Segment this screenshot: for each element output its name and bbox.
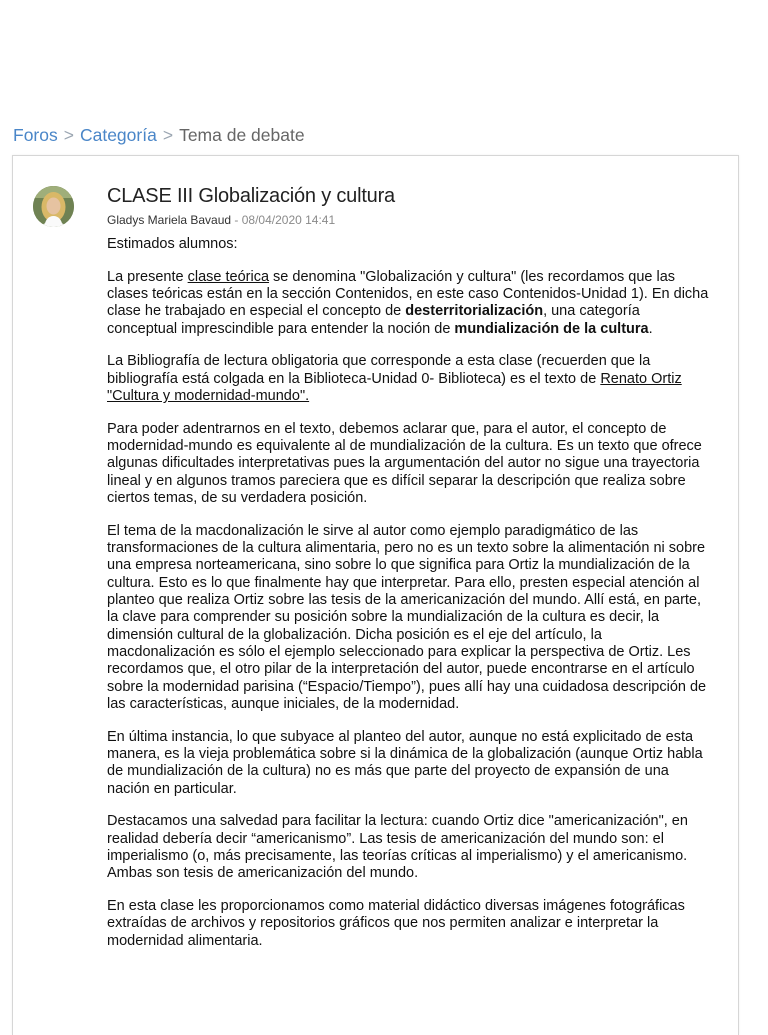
avatar-photo-icon — [33, 186, 74, 227]
text-span: , una categoría conceptual imprescindible para entender la noción de — [107, 303, 640, 337]
post-content — [107, 183, 712, 965]
post-paragraph: En última instancia, lo que subyace al planteo del autor, aunque no está explicitado de esta manera, es la vieja problemática sobre si la dinámica de la globalización (aunque Ortiz habla de mundialización de la cultura) no es más que parte del proyecto de expansión de una nación en particular. — [107, 728, 703, 797]
breadcrumb — [13, 124, 305, 146]
post-body — [107, 236, 712, 950]
text-span: La Bibliografía de lectura obligatoria que corresponde a esta clase (recuerden que la bibliografía está colgada en la Biblioteca-Unidad 0- Biblioteca) es el texto de — [107, 353, 651, 387]
post-paragraph: Destacamos una salvedad para facilitar la lectura: cuando Ortiz dice "americanización", en realidad debería decir “americanismo”. Las tesis de americanización del mundo son: el imperialismo (o, más precisamente, las teorías críticas al imperialismo) y el americanismo. Ambas son tesis de americanización del mundo. — [107, 813, 688, 882]
renato-ortiz-link[interactable]: Renato Ortiz "Cultura y modernidad-mundo". — [107, 370, 682, 405]
text-span: se denomina "Globalización y cultura" (les recordamos que las clases teóricas están en la sección Contenidos, en este caso Contenidos-Unidad 1). En dicha clase he trabajado en especial el concepto de — [107, 268, 709, 320]
post-title: CLASE III Globalización y cultura — [107, 185, 395, 207]
post-meta — [107, 213, 712, 227]
text-span: La presente — [107, 268, 188, 285]
post-author[interactable]: Gladys Mariela Bavaud — [107, 213, 232, 227]
breadcrumb-foros-link[interactable]: Foros — [13, 125, 58, 145]
post-paragraph: En esta clase les proporcionamos como material didáctico diversas imágenes fotográficas extraídas de archivos y repositorios gráficos que nos permiten analizar e interpretar la modernidad alimentaria. — [107, 898, 685, 949]
bold-term: desterritorialización — [405, 303, 544, 320]
post-date-separator: - — [231, 213, 242, 227]
forum-post-card — [12, 155, 739, 1035]
breadcrumb-current: Tema de debate — [179, 125, 305, 145]
text-span: . — [648, 320, 653, 337]
breadcrumb-categoria-link[interactable]: Categoría — [79, 125, 157, 145]
post-paragraph — [107, 353, 712, 405]
post-paragraph: Para poder adentrarnos en el texto, debemos aclarar que, para el autor, el concepto de modernidad-mundo es equivalente al de mundialización de la cultura. Es un texto que ofrece algunas dificultades interpretativas pues la argumentación del autor no sigue una trayectoria lineal y en algunos tramos pareciera que es difícil separar la descripción que realiza sobre ciertos temas, de su verdadera posición. — [107, 420, 702, 507]
post-paragraph: El tema de la macdonalización le sirve al autor como ejemplo paradigmático de las transformaciones de la cultura alimentaria, pero no es un texto sobre la alimentación ni sobre una empresa norteamericana, sino sobre lo que significa para Ortiz la mundialización de la cultura. Esto es lo que finalmente hay que interpretar. Para ello, presten especial atención al planteo que realiza Ortiz sobre las tesis de la americanización del mundo. Allí está, en parte, la clave para comprender su posición sobre la mundialización de la cultura es decir, la dimensión cultural de la globalización. Dicha posición es el eje del artículo, la macdonalización es sólo el ejemplo seleccionado para explicar la perspectiva de Ortiz. Les recordamos que, el otro pilar de la interpretación del autor, puede encontrarse en el artículo sobre la modernidad parisina (“Espacio/Tiempo”), pues allí hay una cuidadosa descripción de las características, aunque iniciales, de la modernidad. — [107, 522, 707, 712]
post-greeting: Estimados alumnos: — [107, 236, 238, 252]
breadcrumb-separator: > — [63, 125, 74, 145]
post-paragraph — [107, 269, 712, 338]
breadcrumb-separator: > — [162, 125, 174, 145]
bold-term: mundialización de la cultura — [454, 320, 649, 337]
clase-teorica-link[interactable]: clase teórica — [187, 268, 270, 285]
post-date: 08/04/2020 14:41 — [241, 213, 336, 227]
author-avatar[interactable] — [33, 186, 74, 227]
